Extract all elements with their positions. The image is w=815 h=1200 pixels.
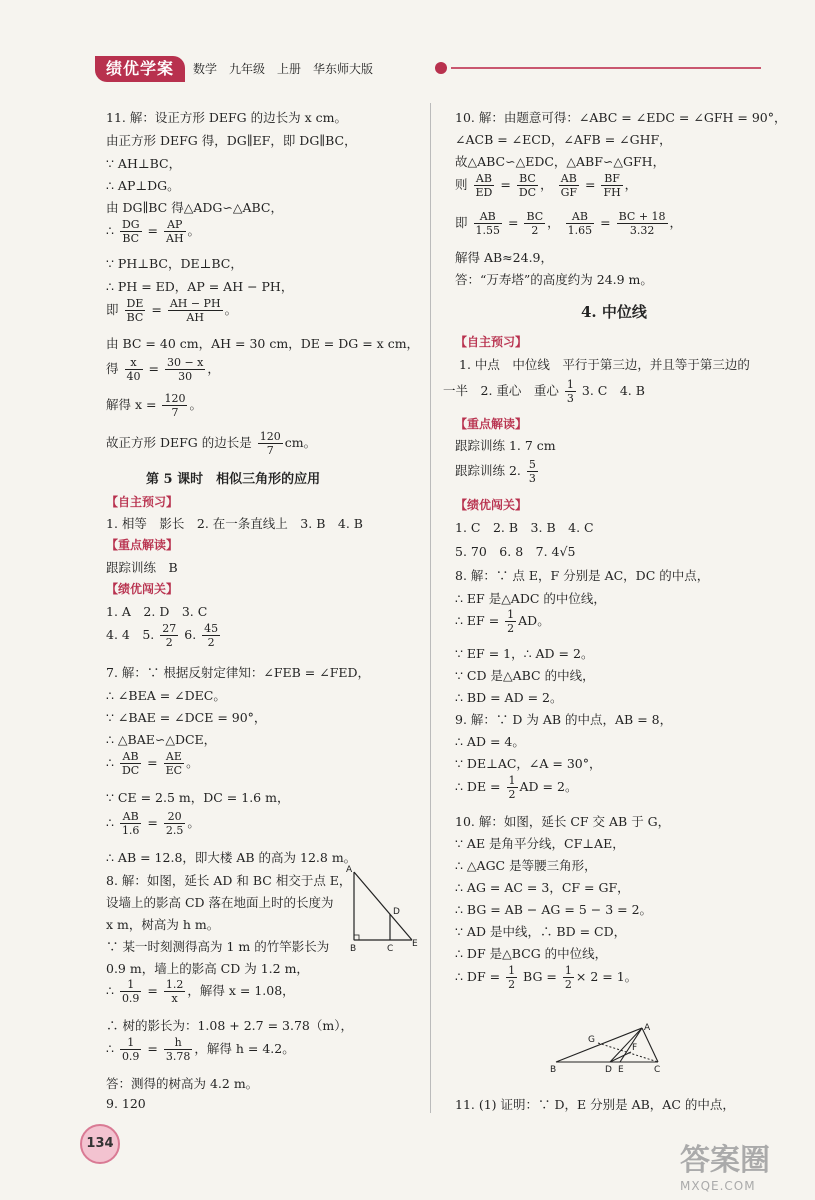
left-line: 1. A 2. D 3. C — [106, 604, 208, 619]
section-title: 4. 中位线 — [581, 303, 647, 321]
label-a: A — [644, 1023, 651, 1033]
label-c: C — [387, 944, 394, 952]
right-line: 10. 解：由题意可得：∠ABC = ∠EDC = ∠GFH = 90°， — [455, 110, 787, 125]
left-line: ∵ AH⊥BC， — [106, 156, 182, 171]
tree-shadow-figure — [340, 862, 425, 952]
right-line: ∵ CD 是△ABC 的中线， — [455, 668, 595, 683]
left-eq-line: ∴ $\frac{DG}{BC}$ = $\frac{AP}{AH}$ 。 — [106, 218, 201, 245]
right-eq-line: 即 $\frac{AB}{1.55}$ = $\frac{BC}{2}$ ， $\frac{AB}{1.65}$ = $\frac{BC + 18}{3.32}$ ， — [455, 210, 683, 237]
right-line: 9. 解：∵ D 为 AB 的中点，AB = 8， — [455, 712, 673, 727]
fraction: $\frac{AB}{1.6}$ — [121, 810, 140, 837]
left-line: 答：测得的树高为 4.2 m。 — [106, 1076, 259, 1091]
left-line: 7. 解：∵ 根据反射定律知：∠FEB = ∠FED， — [106, 665, 371, 680]
right-line: ∴ BD = AD = 2。 — [455, 690, 563, 705]
left-eq-line: 4. 4 5. $\frac{27}{2}$ 6. $\frac{45}{2}$ — [106, 622, 219, 649]
left-line: 由正方形 DEFG 得，DG∥EF，即 DG∥BC， — [106, 133, 357, 148]
left-line: ∵ PH⊥BC，DE⊥BC， — [106, 256, 243, 271]
fraction: $\frac{AB}{1.55}$ — [475, 210, 500, 237]
fraction: $\frac{30 - x}{30}$ — [166, 356, 204, 383]
label-c: C — [654, 1065, 661, 1075]
right-line: ∵ EF = 1，∴ AD = 2。 — [455, 646, 594, 661]
triangle-bisector-figure — [548, 1022, 668, 1082]
left-line: ∴ PH = ED，AP = AH − PH， — [106, 279, 294, 294]
label-a: A — [346, 865, 353, 875]
fraction: $\frac{1}{2}$ — [508, 964, 516, 991]
left-eq-line: ∴ $\frac{AB}{DC}$ = $\frac{AE}{EC}$ 。 — [106, 750, 199, 777]
right-line: ∴ △AGC 是等腰三角形， — [455, 858, 597, 873]
fraction: $\frac{1}{2}$ — [564, 964, 572, 991]
fraction: $\frac{BF}{FH}$ — [603, 172, 621, 199]
watermark-main: 答案圈 — [680, 1143, 770, 1178]
watermark — [680, 1135, 770, 1193]
left-line: 设墙上的影高 CD 落在地面上时的长度为 — [106, 895, 334, 910]
fraction: $\frac{DE}{BC}$ — [126, 297, 144, 324]
right-line: ∴ AD = 4。 — [455, 734, 525, 749]
left-line: x m，树高为 h m。 — [106, 917, 220, 932]
right-line: ∴ BG = AB − AG = 5 − 3 = 2。 — [455, 902, 653, 917]
left-column — [106, 100, 424, 1120]
section-heading: 【绩优闯关】 — [106, 582, 179, 596]
right-column — [443, 100, 787, 1120]
label-b: B — [350, 944, 357, 952]
right-line: 1. 中点 中位线 平行于第三边，并且等于第三边的 — [459, 357, 750, 372]
right-line: ∵ AD 是中线，∴ BD = CD， — [455, 924, 627, 939]
left-eq-line: 解得 x = $\frac{120}{7}$ 。 — [106, 392, 202, 419]
left-line: 跟踪训练 B — [106, 560, 178, 575]
section-heading: 【重点解读】 — [106, 538, 179, 552]
right-line: ∠ACB = ∠ECD，∠AFB = ∠GHF， — [455, 132, 672, 147]
fraction: $\frac{AB}{ED}$ — [475, 172, 493, 199]
right-line: 答：“万寿塔”的高度约为 24.9 m。 — [455, 272, 653, 287]
fraction: $\frac{1}{3}$ — [566, 378, 574, 405]
section-heading: 【自主预习】 — [455, 335, 528, 349]
watermark-site: MXQE.COM — [680, 1179, 756, 1193]
left-eq-line: 即 $\frac{DE}{BC}$ = $\frac{AH - PH}{AH}$ 。 — [106, 297, 238, 324]
left-line: 0.9 m，墙上的影高 CD 为 1.2 m， — [106, 961, 309, 976]
label-b: B — [550, 1065, 557, 1075]
left-line: ∴ AP⊥DG。 — [106, 178, 180, 193]
fraction: $\frac{AE}{EC}$ — [165, 750, 183, 777]
left-line: 8. 解：如图，延长 AD 和 BC 相交于点 E， — [106, 873, 352, 888]
right-line: 故△ABC∽△EDC，△ABF∽△GFH， — [455, 154, 666, 169]
right-line: ∴ EF 是△ADC 的中位线， — [455, 591, 606, 606]
fraction: $\frac{h}{3.78}$ — [165, 1036, 191, 1063]
left-eq-line: 得 $\frac{x}{40}$ = $\frac{30 - x}{30}$ ， — [106, 356, 220, 383]
fraction: $\frac{120}{7}$ — [164, 392, 186, 419]
fraction: $\frac{1}{2}$ — [508, 774, 516, 801]
lesson-title: 第 5 课时 相似三角形的应用 — [146, 472, 321, 487]
fraction: $\frac{1}{0.9}$ — [121, 1036, 140, 1063]
fraction: $\frac{1}{2}$ — [507, 608, 515, 635]
right-eq-line: 则 $\frac{AB}{ED}$ = $\frac{BC}{DC}$ ， $\frac{AB}{GF}$ = $\frac{BF}{FH}$ ， — [455, 172, 638, 199]
right-line: ∵ AE 是角平分线，CF⊥AE， — [455, 836, 625, 851]
left-line: ∴ ∠BEA = ∠DEC。 — [106, 688, 226, 703]
header-line — [451, 67, 761, 69]
brand-logo: 绩优学案 — [95, 56, 185, 82]
fraction: $\frac{AB}{1.65}$ — [567, 210, 593, 237]
right-eq-line: ∴ DF = $\frac{1}{2}$ BG = $\frac{1}{2}$ × 2 = 1。 — [455, 964, 638, 991]
right-eq-line: ∴ EF = $\frac{1}{2}$ AD。 — [455, 608, 550, 635]
page-header — [75, 48, 765, 88]
fraction: $\frac{1.2}{x}$ — [165, 978, 184, 1005]
header-dot-icon — [435, 62, 447, 74]
left-line: ∴ AB = 12.8，即大楼 AB 的高为 12.8 m。 — [106, 850, 357, 865]
right-line: ∴ DF 是△BCG 的中位线， — [455, 946, 608, 961]
fraction: $\frac{AH - PH}{AH}$ — [169, 297, 221, 324]
left-line: 由 DG∥BC 得△ADG∽△ABC， — [106, 200, 283, 215]
left-line: ∴ △BAE∽△DCE， — [106, 732, 217, 747]
fraction: $\frac{DG}{BC}$ — [121, 218, 140, 245]
label-g: G — [588, 1035, 595, 1045]
right-line: 8. 解：∵ 点 E，F 分别是 AC，DC 的中点， — [455, 568, 710, 583]
fraction: $\frac{120}{7}$ — [259, 430, 281, 457]
label-e: E — [412, 939, 418, 949]
right-eq-line: ∴ DE = $\frac{1}{2}$ AD = 2。 — [455, 774, 578, 801]
fraction: $\frac{BC}{2}$ — [526, 210, 544, 237]
book-subject: 数学 九年级 上册 华东师大版 — [193, 62, 374, 76]
fraction: $\frac{BC}{DC}$ — [518, 172, 537, 199]
section-heading: 【自主预习】 — [106, 495, 179, 509]
left-eq-line: ∴ $\frac{1}{0.9}$ = $\frac{h}{3.78}$ ，解得 h = 4.2。 — [106, 1036, 295, 1063]
fraction: $\frac{27}{2}$ — [162, 622, 177, 649]
section-heading: 【绩优闯关】 — [455, 498, 528, 512]
left-line: ∵ 某一时刻测得高为 1 m 的竹竿影长为 — [106, 939, 330, 954]
right-line: 10. 解：如图，延长 CF 交 AB 于 G， — [455, 814, 671, 829]
fraction: $\frac{20}{2.5}$ — [165, 810, 184, 837]
label-d: D — [605, 1065, 612, 1075]
fraction: $\frac{1}{0.9}$ — [121, 978, 140, 1005]
left-line: 11. 解：设正方形 DEFG 的边长为 x cm。 — [106, 110, 347, 125]
left-line: 由 BC = 40 cm，AH = 30 cm，DE = DG = x cm， — [106, 336, 420, 351]
label-f: F — [632, 1043, 638, 1053]
right-line: 跟踪训练 1. 7 cm — [455, 438, 556, 453]
section-heading: 【重点解读】 — [455, 417, 528, 431]
left-line: ∵ CE = 2.5 m，DC = 1.6 m， — [106, 790, 290, 805]
left-line: ∵ ∠BAE = ∠DCE = 90°， — [106, 710, 267, 725]
label-d: D — [393, 907, 400, 917]
right-line: 1. C 2. B 3. B 4. C — [455, 520, 594, 535]
left-eq-line: ∴ $\frac{1}{0.9}$ = $\frac{1.2}{x}$ ，解得 x = 1.08， — [106, 978, 295, 1005]
fraction: $\frac{BC + 18}{3.32}$ — [618, 210, 666, 237]
right-line: ∵ DE⊥AC，∠A = 30°， — [455, 756, 602, 771]
column-divider — [430, 103, 431, 1113]
page-number: 134 — [80, 1124, 120, 1164]
left-eq-line: 故正方形 DEFG 的边长是 $\frac{120}{7}$ cm。 — [106, 430, 317, 457]
left-eq-line: ∴ $\frac{AB}{1.6}$ = $\frac{20}{2.5}$ 。 — [106, 810, 200, 837]
right-eq-line: 跟踪训练 2. $\frac{5}{3}$ — [455, 458, 536, 485]
right-line: ∴ AG = AC = 3，CF = GF， — [455, 880, 630, 895]
left-line: ∴ 树的影长为：1.08 + 2.7 = 3.78（m）， — [106, 1018, 353, 1033]
fraction: $\frac{AB}{GF}$ — [560, 172, 577, 199]
right-line: 解得 AB≈24.9， — [455, 250, 553, 265]
right-line: 5. 70 6. 8 7. 4√5 — [455, 544, 576, 559]
fraction: $\frac{45}{2}$ — [204, 622, 219, 649]
fraction: $\frac{x}{40}$ — [126, 356, 141, 383]
right-eq-line: 一半 2. 重心 重心 $\frac{1}{3}$ 3. C 4. B — [443, 378, 645, 405]
left-line: 9. 120 — [106, 1096, 146, 1111]
fraction: $\frac{AP}{AH}$ — [166, 218, 184, 245]
fraction: $\frac{5}{3}$ — [528, 458, 536, 485]
right-line: 11. (1) 证明：∵ D，E 分别是 AB，AC 的中点， — [455, 1097, 735, 1112]
fraction: $\frac{AB}{DC}$ — [121, 750, 140, 777]
label-e: E — [618, 1065, 624, 1075]
left-line: 1. 相等 影长 2. 在一条直线上 3. B 4. B — [106, 516, 363, 531]
